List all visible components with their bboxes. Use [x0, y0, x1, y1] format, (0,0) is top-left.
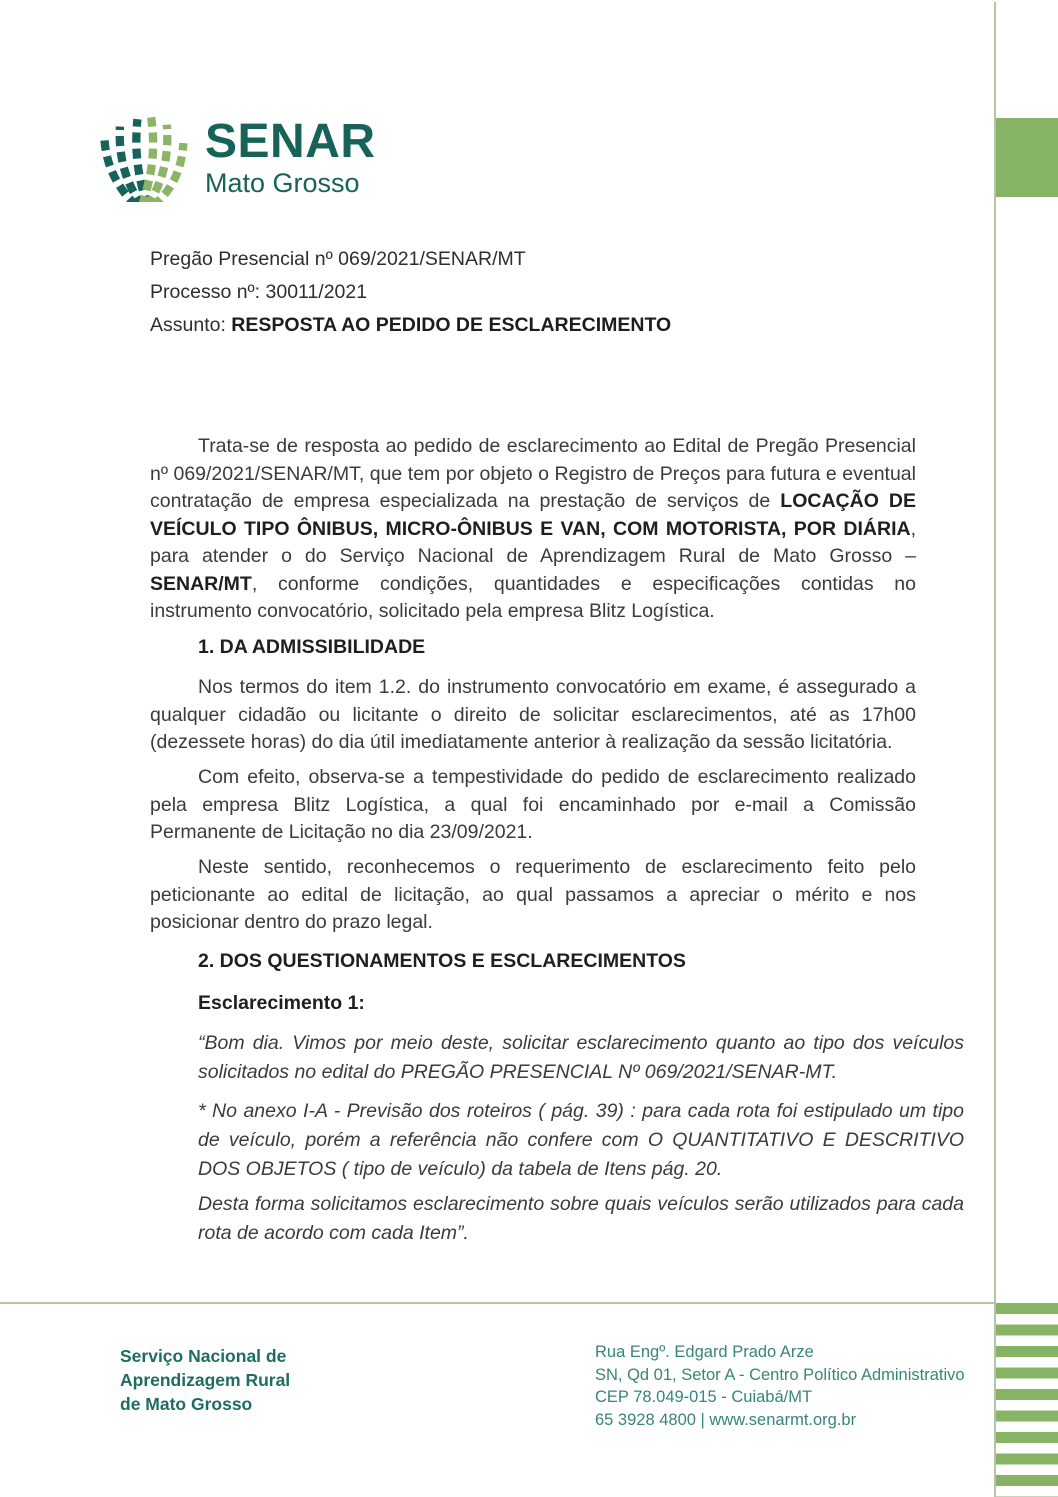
footer-org-line: Aprendizagem Rural	[120, 1370, 291, 1390]
footer-address	[595, 1341, 965, 1431]
assunto-value: RESPOSTA AO PEDIDO DE ESCLARECIMENTO	[231, 314, 672, 336]
senar-sheaf-icon	[95, 110, 189, 202]
footer-divider-line	[0, 1302, 995, 1304]
ref-processo: Processo nº: 30011/2021	[150, 281, 368, 303]
quote-paragraph-3: Desta forma solicitamos esclarecimento sobre quais veículos serão utilizados para cada rota de acordo com cada Item”.	[198, 1193, 964, 1244]
assunto-label: Assunto:	[150, 314, 232, 336]
footer-org-line: de Mato Grosso	[120, 1394, 253, 1414]
quote-paragraph-1: “Bom dia. Vimos por meio deste, solicitar esclarecimento quanto ao tipo dos veículos solicitados no edital do PREGÃO PRESENCIAL Nº 069/2021/SENAR-MT.	[198, 1032, 964, 1083]
p1-text-3: , conforme condições, quantidades e especificações contidas no instrumento convocatório, solicitado pela empresa Blitz Logística.	[150, 572, 916, 622]
paragraph-intro	[150, 433, 916, 626]
ref-pregao: Pregão Presencial nº 069/2021/SENAR/MT	[150, 248, 526, 270]
ref-assunto	[150, 309, 930, 342]
p1-text-1: Trata-se de resposta ao pedido de esclarecimento ao Edital de Pregão Presencial nº 069/2021/SENAR/MT, que tem por objeto o Registro de Preços para futura e eventual contratação de empresa especializada na prestação de serviços de	[150, 435, 916, 512]
right-rail-green-block	[996, 118, 1058, 197]
logo-region: Mato Grosso	[205, 168, 360, 198]
p1-bold-object: LOCAÇÃO DE VEÍCULO TIPO ÔNIBUS, MICRO-ÔNIBUS E VAN, COM MOTORISTA, POR DIÁRIA	[150, 490, 916, 540]
quote-paragraph-2: * No anexo I-A - Previsão dos roteiros ( pág. 39) : para cada rota foi estipulado um tipo de veículo, porém a referência não confere com O QUANTITATIVO E DESCRITIVO DOS OBJETOS ( tipo de veículo) da tabela de Itens pág. 20.	[198, 1100, 964, 1180]
footer-org-line: Serviço Nacional de	[120, 1346, 287, 1366]
esclarecimento-1-heading: Esclarecimento 1:	[198, 992, 365, 1014]
footer-address-sector: SN, Qd 01, Setor A - Centro Político Administrativo	[595, 1365, 965, 1384]
logo-brand: SENAR	[205, 115, 376, 168]
paragraph-admissibilidade-3: Neste sentido, reconhecemos o requerimento de esclarecimento feito pelo peticionante ao edital de licitação, ao qual passamos a apreciar o mérito e nos posicionar dentro do prazo legal.	[150, 856, 916, 933]
section-2-heading: 2. DOS QUESTIONAMENTOS E ESCLARECIMENTOS	[198, 950, 686, 972]
paragraph-admissibilidade-2: Com efeito, observa-se a tempestividade do pedido de esclarecimento realizado pela empresa Blitz Logística, a qual foi encaminhado por e-mail a Comissão Permanente de Licitação no dia 23/09/2021.	[150, 766, 916, 843]
footer-organization	[120, 1344, 290, 1416]
section-1-heading: 1. DA ADMISSIBILIDADE	[198, 636, 426, 658]
logo-text	[205, 110, 376, 199]
footer-phone-website: 65 3928 4800 | www.senarmt.org.br	[595, 1410, 857, 1429]
footer-address-street: Rua Engº. Edgard Prado Arze	[595, 1343, 814, 1361]
reference-block	[150, 243, 930, 342]
p1-text-2: , para atender o do Serviço Nacional de Aprendizagem Rural de Mato Grosso –	[150, 517, 916, 567]
paragraph-admissibilidade-1: Nos termos do item 1.2. do instrumento convocatório em exame, é assegurado a qualquer cidadão ou licitante o direito de solicitar esclarecimentos, até as 17h00 (dezessete horas) do dia útil imediatamente anterior à realização da sessão licitatória.	[150, 676, 916, 753]
right-rail-line	[994, 2, 996, 1497]
senar-logo	[95, 110, 376, 202]
right-rail-stripes	[996, 1303, 1058, 1497]
p1-bold-senar: SENAR/MT	[150, 572, 252, 595]
footer-address-cep: CEP 78.049-015 - Cuiabá/MT	[595, 1388, 813, 1406]
